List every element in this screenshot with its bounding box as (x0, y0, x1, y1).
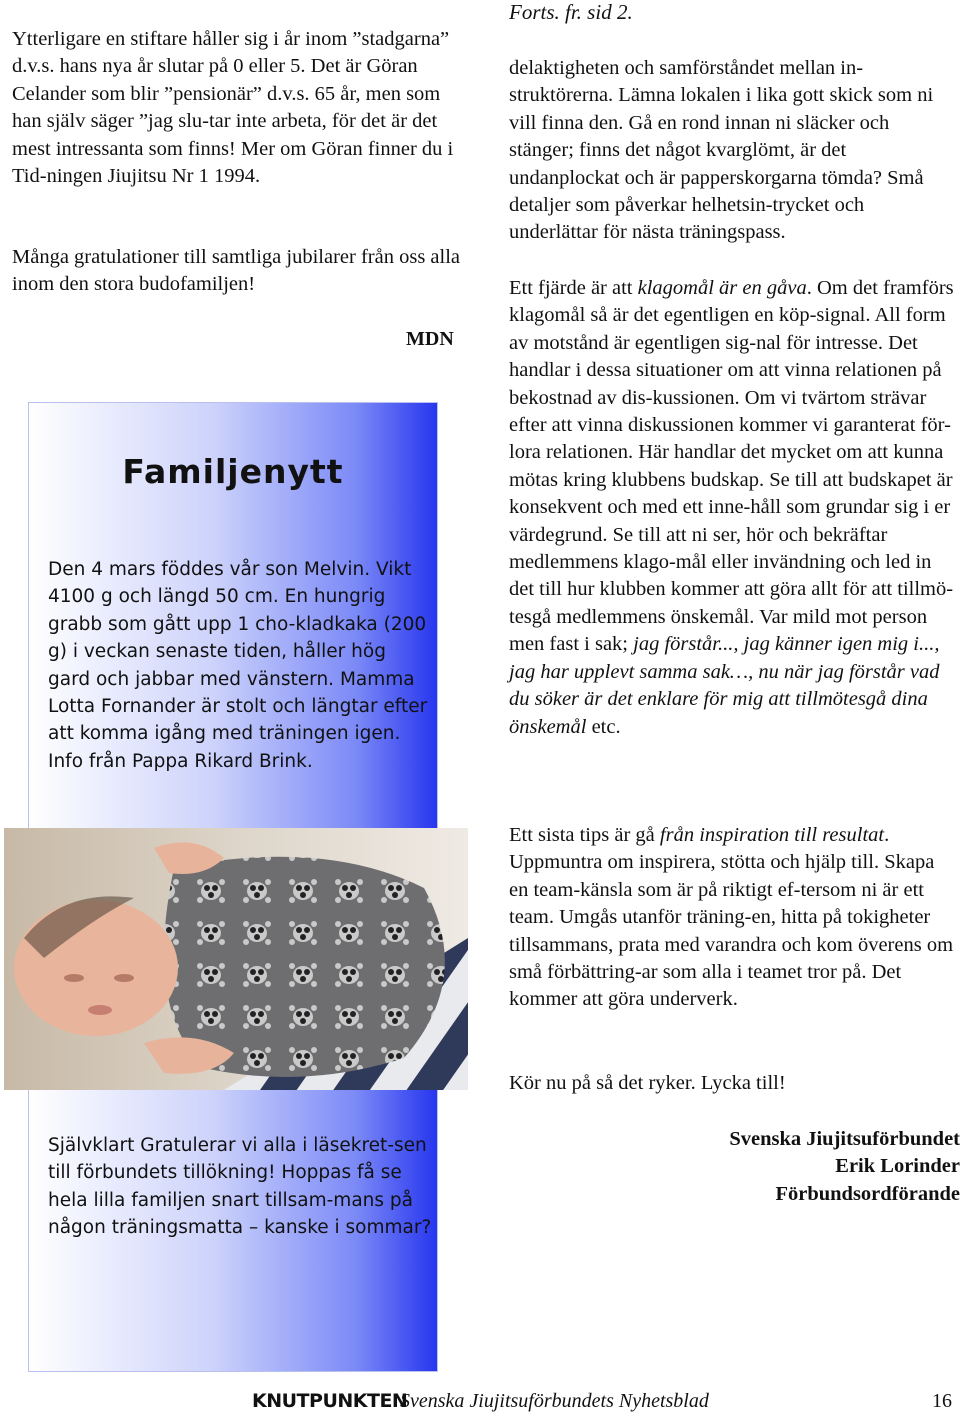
intro-text-part1: Ytterligare en stiftare håller sig i år inom ”stadgarna” d.v.s. hans nya år slutar på 0 eller 5. Det är Göran Celander som blir ”pensionär” d.v.s. 65 år, men som han själv säger ”jag slu-tar inte arbeta, för det är det mest intressanta som finns! (12, 28, 450, 160)
baby-photo (4, 828, 468, 1090)
p2-emphasis: klagomål är en gåva (637, 277, 807, 299)
p2-text-c: etc. (586, 715, 621, 738)
birth-announcement: Den 4 mars föddes vår son Melvin. Vikt 4100 g och längd 50 cm. En hungrig grabb som gått upp 1 cho-kladkaka (200 g) i veckan senaste tiden, håller hög gard och jabbar med vänstern. Mamma Lotta Fornander är stolt och längtar efter att komma igång med träningen igen. (48, 559, 428, 745)
p3-text-b: . Uppmuntra om inspirera, stötta och hjälp till. Skapa en team-känsla som är på riktigt ef-tersom ni är ett team. Umgås utanför träning-en, hitta på tokigheter tillsammans, prata med varandra och kom överens om små förbättring-ar som alla i teamet tror på. Det kommer att göra underverk. (509, 824, 954, 1011)
familjenytt-title: Familjenytt (122, 452, 344, 491)
intro-paragraph (12, 26, 464, 190)
right-paragraph-1: delaktigheten och samförståndet mellan in-struktörerna. Lämna lokalen i lika gott skick som ni vill finna den. Gå en rond innan ni släcker och stänger; finns det något kvarglömt, är det undanplockat och är papperskorgarna tömda? Små detaljer som påverkar helhetsin-trycket och underlättar för nästa träningspass. (509, 57, 934, 244)
footer-brand: KNUTPUNKTEN (252, 1390, 408, 1412)
p2-emphasis-2: jag förstår..., jag känner igen mig i..., jag har upplevt samma sak…, nu när jag förstår vad du söker är det enklare för mig att tillmötesgå dina önskemål (509, 633, 940, 738)
p2-text-b: . Om det framförs klagomål så är det egentligen en köp-signal. All form av motstånd är egentligen sig-nal för intresse. Det handlar i dessa situationer om att vinna relationen på bekostnad av dis-kussionen. Om vi tvärtom strävar efter att vinna diskussionen kommer vi garanterat för-lora relationen. Här handlar det mycket om att kunna mötas kring klubbens budskap. Se till att budskapet är konsekvent och med ett inne-håll som grundar sig i er värdegrund. Se till att ni ser, hör och bekräftar medlemmens klago-mål eller invändning och led in det till hur klubben kommer att göra allt för att tillmö-tesgå medlemmens önskemål. Var mild mot person men fast i sak; (509, 277, 954, 656)
page-footer (252, 1390, 952, 1418)
continued-from: Forts. fr. sid 2. (509, 0, 633, 24)
signature-block (540, 1126, 960, 1208)
signature-org: Svenska Jiujitsuförbundet (729, 1128, 960, 1150)
signature-role: Förbundsordförande (775, 1182, 960, 1205)
p2-text-a: Ett fjärde är att (509, 277, 638, 299)
familjenytt-text (48, 556, 433, 775)
author-initials: MDN (406, 328, 454, 350)
right-paragraph-2 (509, 275, 955, 741)
page-number: 16 (932, 1390, 952, 1412)
congrats-paragraph: Många gratulationer till samtliga jubilarer från oss alla inom den stora budofamiljen! (12, 246, 461, 296)
greeting-text: Självklart Gratulerar vi alla i läsekret-sen till förbundets tillökning! Hoppas få se hela lilla familjen snart tillsam-mans på någon träningsmatta – kanske i sommar? (48, 1135, 432, 1239)
intro-text-part2: Mer om Göran finner du i Tid-ningen Jiujitsu Nr 1 1994. (12, 137, 454, 188)
right-paragraph-3 (509, 822, 955, 1014)
info-credit: Info från Pappa Rikard Brink. (48, 750, 313, 772)
p3-text-a: Ett sista tips är gå (509, 824, 660, 846)
p3-emphasis: från inspiration till resultat (659, 824, 885, 846)
right-paragraph-4: Kör nu på så det ryker. Lycka till! (509, 1072, 786, 1094)
signature-name: Erik Lorinder (835, 1155, 960, 1178)
footer-subtitle: Svenska Jiujitsuförbundets Nyhetsblad (400, 1390, 709, 1412)
